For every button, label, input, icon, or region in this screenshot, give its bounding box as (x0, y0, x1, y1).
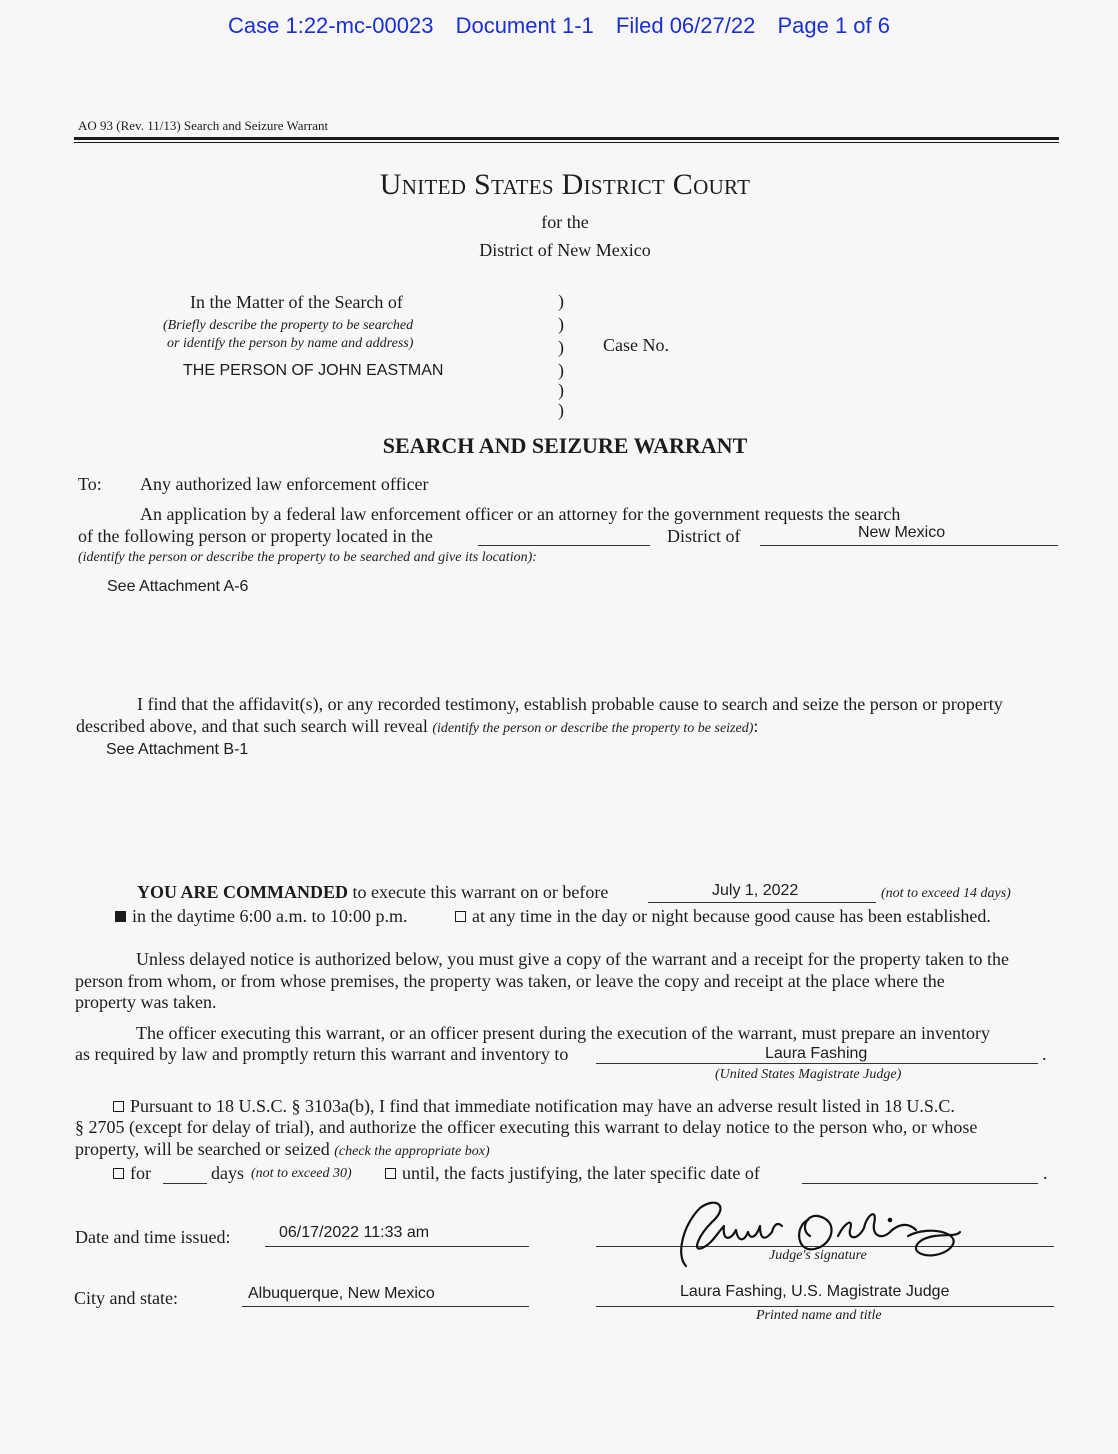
district-of-label: District of (667, 526, 741, 546)
city-state-value: Albuquerque, New Mexico (248, 1285, 435, 1302)
anytime-label: at any time in the day or night because good cause has been established. (472, 906, 991, 926)
delay-until-option: until, the facts justifying, the later specific date of (385, 1163, 760, 1184)
finding-text-line2: described above, and that such search will reveal (identify the person or describe the property to be seized): (76, 716, 759, 736)
stamp-page-number: Page 1 of 6 (777, 13, 890, 38)
seize-attachment-reference: See Attachment B-1 (106, 741, 249, 758)
delay-until-checkbox[interactable] (385, 1168, 396, 1179)
delay-text-line3: property, will be searched or seized (check the appropriate box) (75, 1139, 490, 1159)
return-to-blank (596, 1063, 1038, 1064)
application-hint: (identify the person or describe the property to be searched and give its location): (78, 550, 537, 565)
court-title: United States District Court (379, 168, 751, 201)
delay-days-blank (163, 1183, 207, 1184)
district-of-blank (760, 545, 1058, 546)
located-in-blank (478, 545, 650, 546)
stamp-case-number: Case 1:22-mc-00023 (228, 13, 434, 38)
court-district: District of New Mexico (479, 240, 651, 260)
delay-days-checkbox[interactable] (113, 1168, 124, 1179)
date-issued-blank (265, 1246, 529, 1247)
return-to-period: . (1042, 1044, 1047, 1064)
caption-bracket: ) (558, 291, 564, 311)
daytime-checkbox[interactable] (115, 911, 126, 922)
to-value: Any authorized law enforcement officer (140, 474, 429, 494)
execute-by-date: July 1, 2022 (712, 882, 799, 899)
judge-signature (668, 1196, 968, 1276)
stamp-document-number: Document 1-1 (455, 13, 594, 38)
printed-name-line (596, 1306, 1054, 1307)
delay-checkbox[interactable] (113, 1101, 124, 1112)
caption-bracket: ) (558, 337, 564, 357)
matter-hint-line2: or identify the person by name and address) (167, 336, 414, 351)
notice-text-line2: person from whom, or from whose premises, the property was taken, or leave the copy and receipt at the place where the (75, 971, 945, 991)
command-text: YOU ARE COMMANDED to execute this warrant on or before (137, 882, 609, 902)
execute-by-hint: (not to exceed 14 days) (881, 886, 1011, 901)
filing-stamp (0, 13, 1118, 39)
finding-hint: (identify the person or describe the property to be seized) (432, 721, 754, 736)
printed-name-label: Printed name and title (756, 1308, 882, 1323)
case-number-label: Case No. (603, 335, 669, 355)
anytime-option (455, 906, 991, 927)
daytime-label: in the daytime 6:00 a.m. to 10:00 p.m. (132, 906, 408, 926)
delay-text-line2: § 2705 (except for delay of trial), and authorize the officer executing this warrant to delay notice to the person who, or whose (75, 1117, 978, 1137)
caption-bracket: ) (558, 360, 564, 380)
matter-hint-line1: (Briefly describe the property to be searched (163, 318, 414, 333)
matter-subject: THE PERSON OF JOHN EASTMAN (183, 362, 444, 379)
city-state-label: City and state: (74, 1288, 178, 1308)
application-text-line1: An application by a federal law enforcement officer or an attorney for the government requests the search (140, 504, 901, 524)
caption-bracket: ) (558, 314, 564, 334)
delay-until-period: . (1043, 1163, 1048, 1183)
warrant-title: SEARCH AND SEIZURE WARRANT (382, 433, 748, 458)
date-issued-value: 06/17/2022 11:33 am (279, 1224, 430, 1241)
header-rule-thin (74, 142, 1059, 143)
inventory-text-line1: The officer executing this warrant, or an officer present during the execution of the warrant, must prepare an inventory (136, 1023, 991, 1043)
return-to-judge: Laura Fashing (765, 1045, 868, 1062)
header-rule-thick (74, 137, 1059, 140)
delay-days-hint: (not to exceed 30) (251, 1166, 352, 1181)
delay-hint: (check the appropriate box) (334, 1144, 490, 1159)
delay-days-label: days (211, 1163, 244, 1183)
date-issued-label: Date and time issued: (75, 1227, 231, 1247)
stamp-filed-date: Filed 06/27/22 (615, 13, 756, 38)
finding-text-line1: I find that the affidavit(s), or any recorded testimony, establish probable cause to search and seize the person or property (137, 694, 1003, 714)
delay-text-line1: Pursuant to 18 U.S.C. § 3103a(b), I find that immediate notification may have an adverse result listed in 18 U.S.C. (113, 1096, 955, 1117)
district-of-value: New Mexico (858, 524, 946, 541)
magistrate-judge-hint: (United States Magistrate Judge) (715, 1067, 902, 1082)
city-state-blank (242, 1306, 529, 1307)
anytime-checkbox[interactable] (455, 911, 466, 922)
printed-name-value: Laura Fashing, U.S. Magistrate Judge (680, 1283, 950, 1300)
matter-label: In the Matter of the Search of (190, 292, 403, 312)
search-attachment-reference: See Attachment A-6 (107, 578, 249, 595)
notice-text-line1: Unless delayed notice is authorized below, you must give a copy of the warrant and a receipt for the property taken to the (136, 949, 1010, 969)
delay-days-option: for (113, 1163, 151, 1184)
to-label: To: (78, 474, 102, 494)
signature-label: Judge's signature (769, 1248, 867, 1263)
application-text-line2: of the following person or property located in the (78, 526, 433, 546)
notice-text-line3: property was taken. (75, 992, 217, 1012)
execute-by-blank (648, 902, 876, 903)
caption-bracket: ) (558, 380, 564, 400)
court-for-the: for the (541, 212, 589, 232)
caption-bracket: ) (558, 400, 564, 420)
command-bold: YOU ARE COMMANDED (137, 882, 348, 902)
form-identifier: AO 93 (Rev. 11/13) Search and Seizure Warrant (78, 118, 329, 133)
inventory-text-line2: as required by law and promptly return this warrant and inventory to (75, 1044, 569, 1064)
daytime-option (115, 906, 407, 927)
delay-until-blank (802, 1183, 1038, 1184)
